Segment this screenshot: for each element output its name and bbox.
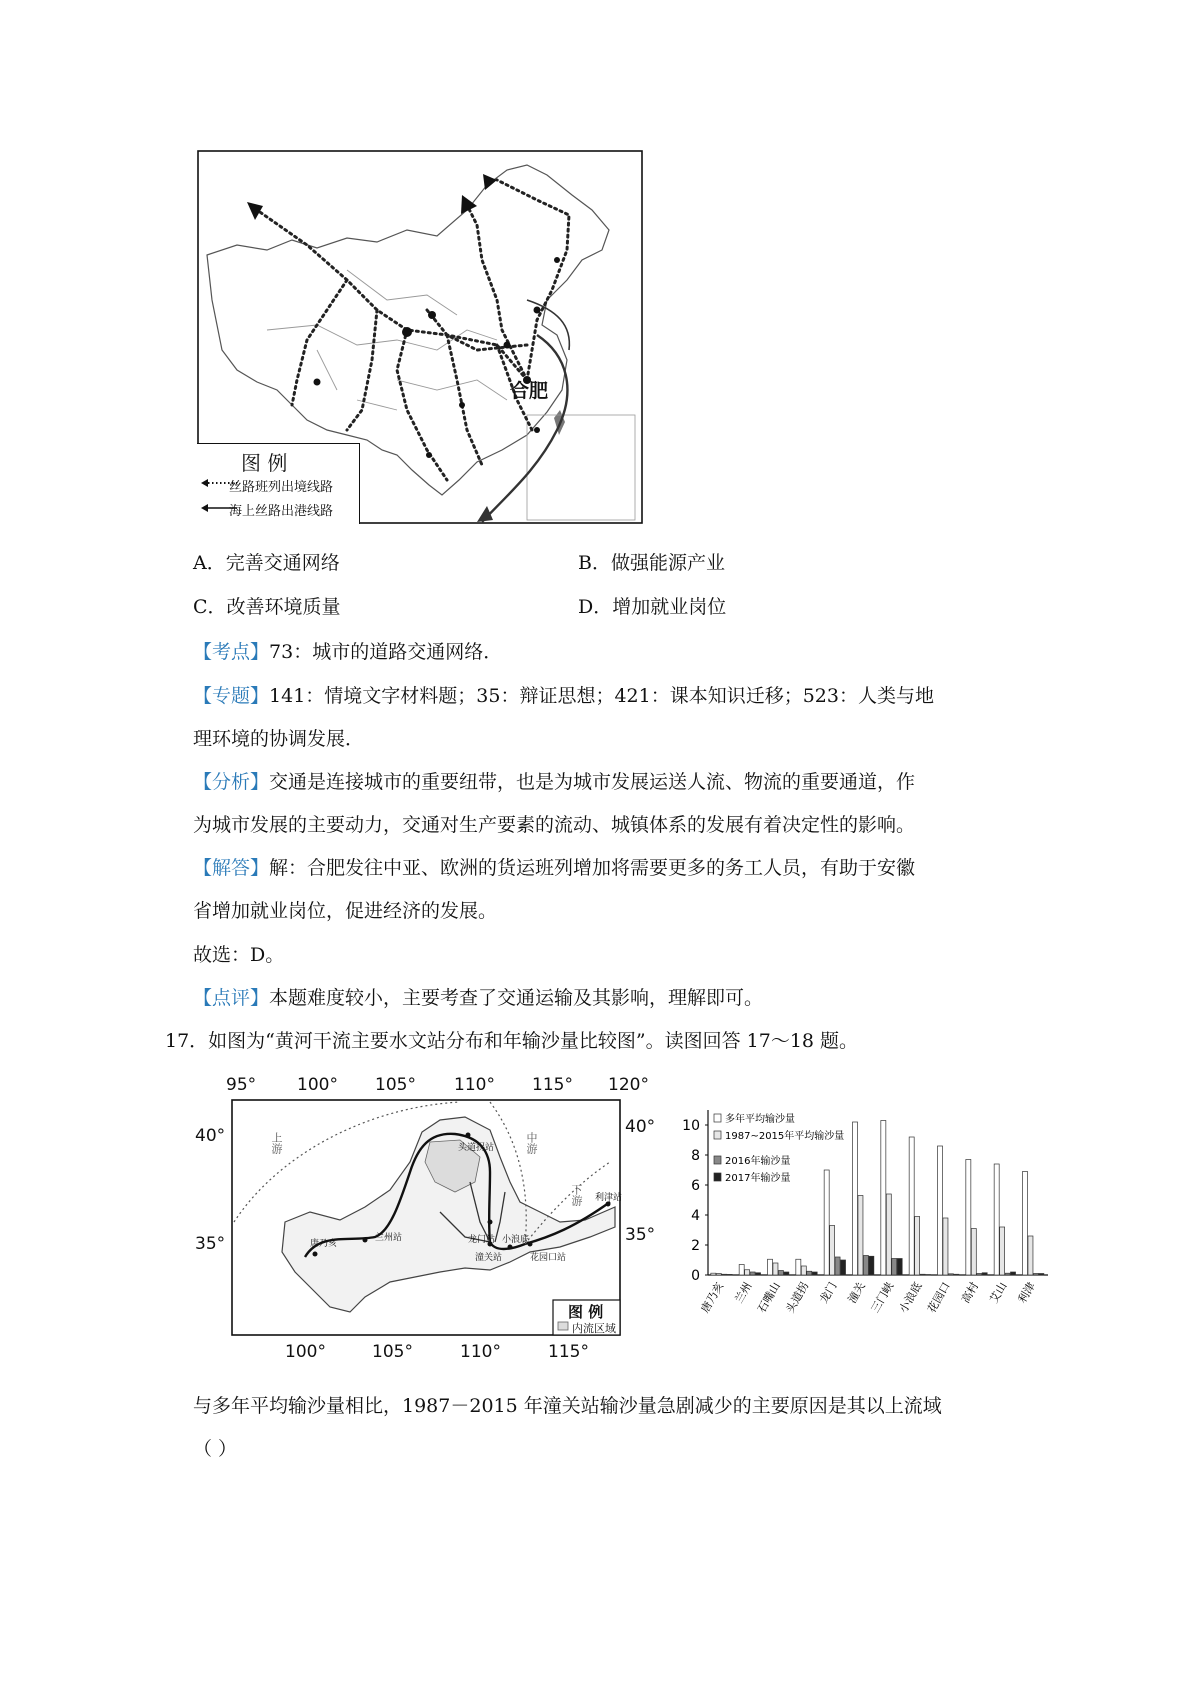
zhuanti-text-1: 141：情境文字材料题；35：辩证思想；421：课本知识迁移；523：人类与地 (269, 685, 934, 707)
lon-top-110: 110° (454, 1075, 495, 1095)
x-tick-label-8: 花园口 (925, 1280, 953, 1316)
legend-swatch-0 (714, 1114, 721, 1122)
bar-1-3 (756, 1273, 761, 1275)
bar-3-3 (812, 1272, 817, 1275)
option-a[interactable]: A．完善交通网络 (193, 552, 340, 574)
station-lijin: 利津站 (595, 1193, 623, 1203)
bar-8-3 (954, 1274, 959, 1275)
q17-stem: 17．如图为“黄河干流主要水文站分布和年输沙量比较图”。读图回答 17～18 题。 (165, 1030, 859, 1052)
reach-upper: 上游 (270, 1132, 283, 1154)
bar-2-3 (784, 1272, 789, 1275)
x-tick-label-0: 唐乃亥 (698, 1280, 727, 1316)
answer-line: 故选：D。 (193, 944, 285, 966)
lon-bottom-110: 110° (460, 1342, 501, 1362)
x-tick-label-10: 艾山 (987, 1280, 1010, 1306)
station-xiaolangdi: 小浪底 (502, 1235, 530, 1245)
map1-legend (197, 443, 360, 524)
option-d[interactable]: D．增加就业岗位 (578, 596, 727, 618)
bar-6-3 (897, 1259, 902, 1276)
bar-4-2 (835, 1257, 840, 1275)
lon-bottom-105: 105° (372, 1342, 413, 1362)
kaodian-tag: 【考点】 (193, 641, 270, 663)
dianping-line (193, 986, 763, 1010)
lon-top-105: 105° (375, 1075, 416, 1095)
station-lanzhou: 兰州站 (375, 1233, 403, 1243)
bar-9-0 (966, 1160, 971, 1276)
map2-legend-title: 图 例 (568, 1303, 604, 1321)
bar-4-3 (841, 1260, 846, 1275)
bar-3-0 (796, 1259, 801, 1275)
kaodian-text: 73：城市的道路交通网络． (269, 641, 503, 663)
lon-bottom-115: 115° (548, 1342, 589, 1362)
bar-9-3 (982, 1273, 987, 1275)
lon-top-95: 95° (226, 1075, 257, 1095)
q17-question-line-1: 与多年平均输沙量相比，1987－2015 年潼关站输沙量急剧减少的主要原因是其以上流域 (193, 1395, 942, 1417)
legend-label-3: 2017年输沙量 (725, 1173, 791, 1184)
y-tick-label-1: 2 (691, 1238, 700, 1254)
fenxi-line-1 (193, 770, 915, 794)
kaodian-line (193, 640, 502, 664)
bar-0-2 (722, 1274, 727, 1275)
dianping-text: 本题难度较小，主要考查了交通运输及其影响，理解即可。 (269, 987, 764, 1009)
lat-left-40: 40° (195, 1126, 226, 1146)
bar-2-1 (773, 1263, 778, 1275)
fenxi-tag: 【分析】 (193, 771, 270, 793)
bar-9-2 (977, 1274, 982, 1276)
lat-right-40: 40° (625, 1117, 656, 1137)
bar-8-1 (943, 1218, 948, 1275)
bar-7-3 (926, 1275, 931, 1276)
x-tick-label-9: 高村 (958, 1280, 982, 1306)
bar-7-0 (909, 1137, 914, 1275)
q17-question-line-2: （ ） (193, 1438, 238, 1460)
station-toudaoguai: 头道拐站 (458, 1143, 495, 1153)
bar-2-0 (768, 1259, 773, 1275)
bar-6-2 (892, 1259, 897, 1276)
y-tick-label-3: 6 (691, 1178, 700, 1194)
bar-1-1 (745, 1270, 750, 1275)
x-tick-label-1: 兰州 (732, 1280, 755, 1306)
legend-swatch-2 (714, 1156, 721, 1164)
bar-1-0 (739, 1265, 744, 1276)
reach-lower: 下游 (570, 1184, 583, 1206)
y-tick-label-5: 10 (682, 1118, 700, 1134)
jieda-line-2: 省增加就业岗位，促进经济的发展。 (193, 900, 498, 922)
bar-9-1 (971, 1229, 976, 1276)
silk-road-map (197, 150, 643, 524)
bar-0-0 (711, 1273, 716, 1275)
x-tick-label-6: 三门峡 (868, 1280, 897, 1316)
bar-8-0 (938, 1146, 943, 1275)
bar-0-1 (716, 1274, 721, 1276)
lon-top-115: 115° (532, 1075, 573, 1095)
lon-bottom-100: 100° (285, 1342, 326, 1362)
option-b[interactable]: B．做强能源产业 (578, 552, 725, 574)
sediment-chart (678, 1100, 1058, 1350)
map1-legend-sea: 海上丝路出港线路 (229, 504, 334, 519)
bar-3-1 (801, 1266, 806, 1275)
bar-8-2 (948, 1274, 953, 1275)
bar-5-1 (858, 1196, 863, 1276)
station-longmen: 龙门站 (468, 1235, 496, 1245)
bar-10-0 (994, 1164, 999, 1275)
yellow-river-map (190, 1072, 655, 1377)
bar-10-1 (1000, 1227, 1005, 1275)
x-tick-label-2: 石嘴山 (755, 1280, 783, 1316)
fenxi-line-2: 为城市发展的主要动力，交通对生产要素的流动、城镇体系的发展有着决定性的影响。 (193, 814, 916, 836)
x-tick-label-4: 龙门 (817, 1280, 840, 1306)
zhuanti-line-2: 理环境的协调发展． (193, 728, 365, 750)
legend-label-1: 1987~2015年平均输沙量 (725, 1131, 845, 1142)
legend-label-0: 多年平均输沙量 (725, 1114, 795, 1125)
jieda-line-1 (193, 856, 915, 880)
zhuanti-line-1 (193, 684, 934, 708)
lon-top-120: 120° (608, 1075, 649, 1095)
bar-4-1 (830, 1226, 835, 1276)
x-tick-label-11: 利津 (1015, 1280, 1038, 1306)
x-tick-label-7: 小浪底 (896, 1280, 925, 1316)
legend-label-2: 2016年输沙量 (725, 1156, 791, 1167)
bar-6-0 (881, 1121, 886, 1276)
lon-top-100: 100° (297, 1075, 338, 1095)
bar-0-3 (727, 1274, 732, 1275)
bar-11-2 (1033, 1274, 1038, 1276)
map1-legend-title: 图 例 (241, 451, 288, 475)
lat-left-35: 35° (195, 1234, 226, 1254)
bar-1-2 (750, 1272, 755, 1275)
lat-right-35: 35° (625, 1225, 656, 1245)
bar-5-2 (863, 1256, 868, 1276)
map2-legend-item: 内流区域 (572, 1322, 616, 1335)
station-huayuankou: 花园口站 (530, 1253, 567, 1263)
fenxi-text-1: 交通是连接城市的重要纽带，也是为城市发展运送人流、物流的重要通道，作 (269, 771, 916, 793)
hefei-label: 合肥 (510, 380, 549, 402)
y-tick-label-0: 0 (691, 1268, 700, 1284)
jieda-tag: 【解答】 (193, 857, 270, 879)
reach-middle: 中游 (525, 1132, 538, 1154)
bar-11-3 (1039, 1274, 1044, 1276)
bar-5-3 (869, 1256, 874, 1275)
bar-10-3 (1011, 1272, 1016, 1275)
bar-7-2 (920, 1274, 925, 1275)
station-tongguan: 潼关站 (475, 1253, 503, 1263)
bar-3-2 (807, 1271, 812, 1275)
bar-11-1 (1028, 1236, 1033, 1275)
y-tick-label-4: 8 (691, 1148, 700, 1164)
dianping-tag: 【点评】 (193, 987, 270, 1009)
y-tick-label-2: 4 (691, 1208, 700, 1224)
jieda-text-1: 解：合肥发往中亚、欧洲的货运班列增加将需要更多的务工人员，有助于安徽 (269, 857, 916, 879)
bar-7-1 (915, 1217, 920, 1276)
bar-5-0 (853, 1122, 858, 1275)
station-tangnaihai: 唐乃亥 (310, 1239, 338, 1249)
bar-2-2 (778, 1271, 783, 1276)
bar-11-0 (1023, 1172, 1028, 1276)
legend-swatch-1 (714, 1131, 721, 1139)
bar-10-2 (1005, 1273, 1010, 1275)
zhuanti-tag: 【专题】 (193, 685, 270, 707)
sediment-chart-svg (678, 1100, 1058, 1350)
bar-6-1 (886, 1194, 891, 1275)
map1-legend-rail: 丝路班列出境线路 (229, 480, 334, 495)
legend-swatch-3 (714, 1173, 721, 1181)
option-c[interactable]: C．改善环境质量 (193, 596, 341, 618)
x-tick-label-5: 潼关 (845, 1280, 868, 1306)
bar-4-0 (824, 1170, 829, 1275)
x-tick-label-3: 头道拐 (783, 1280, 812, 1316)
